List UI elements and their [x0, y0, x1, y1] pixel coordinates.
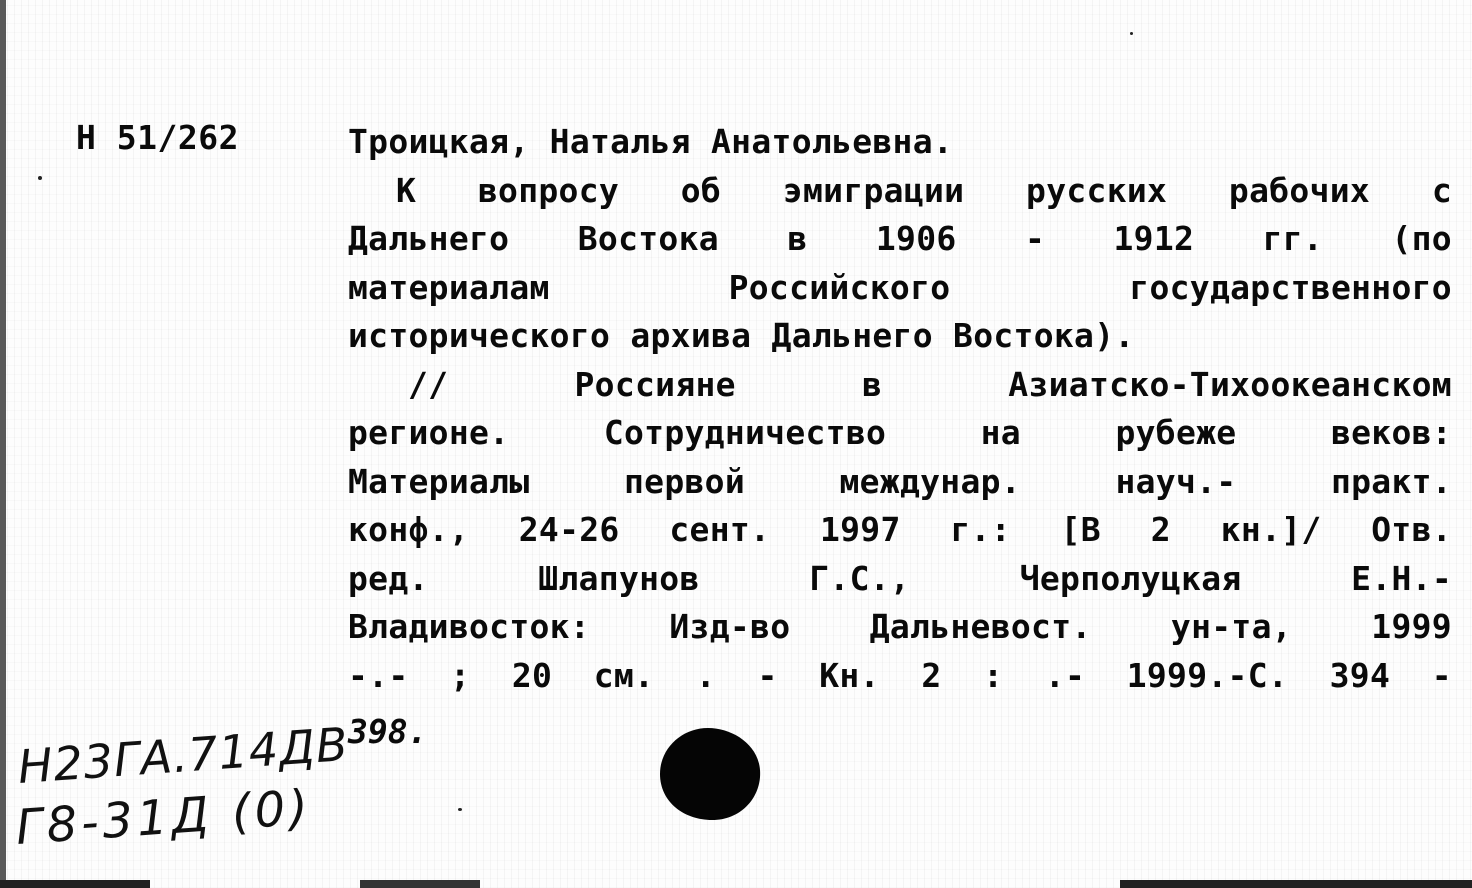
entry-word: науч.-: [1115, 461, 1237, 501]
entry-word: //: [408, 364, 449, 404]
entry-word: кн.]/: [1220, 510, 1322, 549]
entry-word: (по: [1391, 219, 1452, 258]
entry-word: ун-та,: [1170, 607, 1292, 646]
entry-word: Изд-во: [669, 607, 791, 646]
card-left-edge: [0, 0, 6, 888]
entry-word: Россияне: [574, 364, 736, 404]
entry-line-3: [348, 264, 1452, 313]
entry-word: 394: [1329, 655, 1391, 695]
entry-word: практ.: [1330, 461, 1452, 501]
entry-word: Г.С.,: [809, 558, 911, 598]
entry-word: Владивосток:: [348, 607, 591, 646]
entry-line-5: [348, 361, 1452, 410]
entry-word: государственного: [1129, 267, 1452, 307]
entry-line-6: [348, 409, 1452, 458]
entry-word: 1999: [1371, 607, 1452, 646]
entry-word: вопросу: [477, 170, 620, 210]
entry-word: в: [787, 219, 808, 258]
ink-speck: [458, 808, 462, 811]
entry-line-2: [348, 215, 1452, 264]
entry-word: рабочих: [1228, 170, 1371, 210]
entry-word: Сотрудничество: [603, 413, 887, 452]
entry-word: Шлапунов: [538, 558, 700, 598]
entry-word: русских: [1026, 170, 1168, 210]
entry-word: Дальнего: [348, 219, 510, 258]
entry-word: 20: [511, 655, 553, 695]
entry-word: ;: [450, 655, 471, 695]
entry-word: -: [1024, 219, 1046, 258]
entry-word: междунар.: [839, 461, 1021, 501]
handwritten-code: Г8-31Д (0): [14, 779, 314, 856]
entry-line-10: [348, 603, 1452, 652]
entry-word: :: [983, 655, 1004, 695]
entry-word: г.:: [950, 510, 1011, 549]
entry-word: эмиграции: [782, 170, 965, 210]
entry-word: -: [757, 655, 778, 695]
bibliographic-entry: [348, 118, 1452, 700]
entry-word: гг.: [1262, 219, 1324, 258]
entry-word: -.-: [348, 655, 409, 695]
entry-line-1: [348, 167, 1452, 216]
entry-word: -: [1431, 655, 1452, 695]
entry-word: К: [396, 170, 417, 210]
entry-word: Российского: [728, 267, 951, 307]
entry-word: Востока: [577, 219, 719, 258]
entry-word: .: [695, 655, 716, 695]
entry-word: регионе.: [348, 413, 510, 452]
shelf-mark: Н 51/262: [76, 118, 239, 157]
entry-word: Дальневост.: [869, 607, 1092, 646]
entry-word: 1997: [819, 510, 901, 549]
entry-word: веков:: [1330, 413, 1452, 452]
entry-word: Материалы: [348, 461, 530, 501]
page-range-end: 398.: [348, 712, 428, 751]
entry-word: Азиатско-Тихоокеанском: [1008, 364, 1452, 404]
entry-word: .-: [1044, 655, 1086, 695]
entry-line-4: исторического архива Дальнего Востока).: [348, 316, 1135, 355]
ink-speck: [1130, 32, 1133, 35]
entry-word: [В: [1060, 510, 1101, 549]
handwritten-classification: Н23ГА.714ДВ: [16, 716, 351, 794]
entry-word: Кн.: [819, 655, 880, 695]
entry-word: 24-26: [518, 510, 620, 549]
entry-word: см.: [593, 655, 655, 695]
entry-line-11: [348, 652, 1452, 701]
author-line: Троицкая, Наталья Анатольевна.: [348, 122, 954, 161]
entry-word: конф.,: [348, 510, 470, 549]
entry-line-9: [348, 555, 1452, 604]
card-bottom-edge: [0, 880, 1472, 888]
entry-word: 1906: [875, 219, 957, 258]
ink-speck: [38, 176, 42, 180]
entry-line-7: [348, 458, 1452, 507]
entry-word: с: [1431, 170, 1452, 210]
entry-word: первой: [623, 461, 745, 501]
entry-word: Черполуцкая: [1019, 558, 1242, 598]
entry-word: в: [861, 364, 883, 404]
entry-word: сент.: [669, 510, 771, 549]
entry-word: об: [680, 170, 722, 210]
entry-word: 1912: [1113, 219, 1195, 258]
entry-word: на: [980, 413, 1021, 452]
entry-word: 1999.-С.: [1126, 655, 1289, 695]
punch-hole-mark: [658, 726, 762, 822]
punch-hole-shape: [660, 728, 760, 820]
entry-line-8: [348, 506, 1452, 555]
entry-word: Е.Н.-: [1351, 558, 1452, 598]
entry-word: Отв.: [1371, 510, 1452, 549]
entry-word: рубеже: [1115, 413, 1237, 452]
entry-word: ред.: [348, 558, 429, 598]
entry-word: материалам: [348, 267, 550, 307]
entry-word: 2: [1150, 510, 1171, 549]
entry-word: 2: [921, 655, 942, 695]
